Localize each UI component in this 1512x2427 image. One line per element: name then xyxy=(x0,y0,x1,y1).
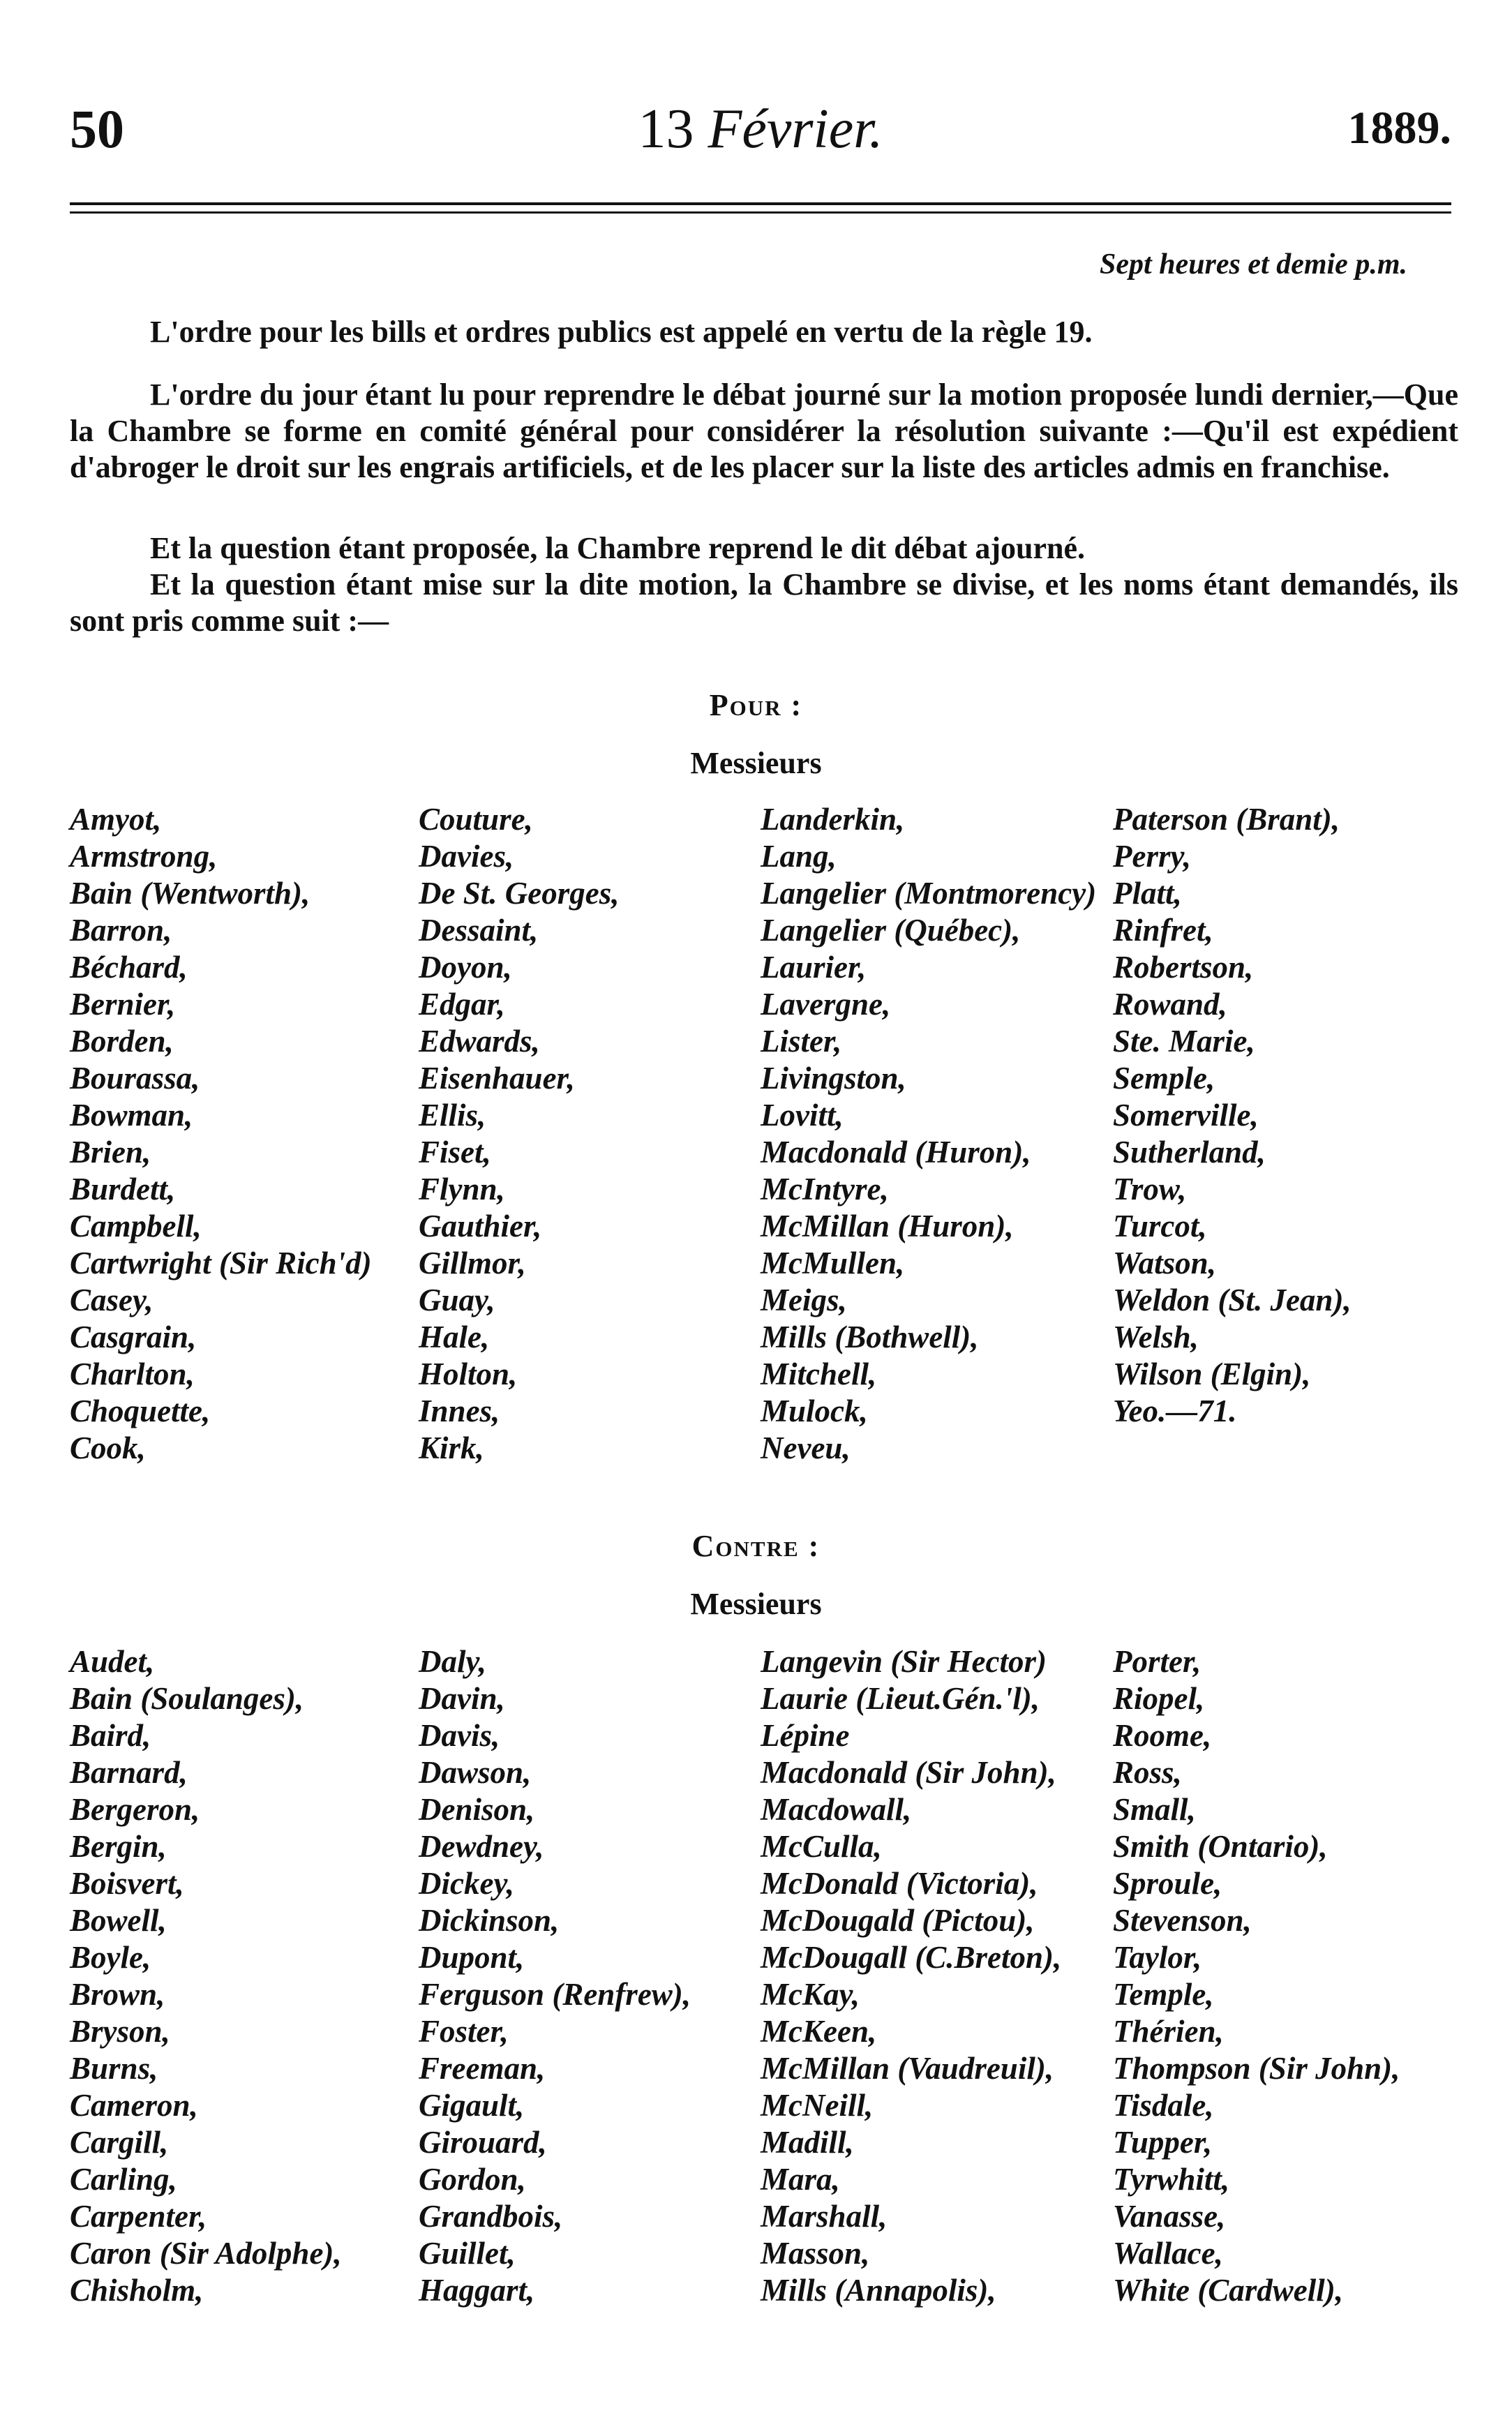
paragraph-motion: L'ordre du jour étant lu pour reprendre le débat journé sur la motion proposée lundi dernier,—Que la Chambre se forme en comité général pour considérer la résolution suivante :—Qu'il est expédient d'abroger le droit sur les engrais artificiels, et de les placer sur la liste des articles admis en franchise. xyxy=(70,378,1458,484)
member-name: Guillet, xyxy=(419,2236,516,2271)
member-name: Doyon, xyxy=(419,950,512,985)
member-name: Mara, xyxy=(761,2162,840,2197)
member-name: Dewdney, xyxy=(419,1829,544,1864)
member-name: Tisdale, xyxy=(1113,2088,1214,2123)
member-name: Mills (Bothwell), xyxy=(761,1320,979,1354)
date-month: Février. xyxy=(708,98,883,160)
member-name: Chisholm, xyxy=(70,2273,204,2308)
member-name: Platt, xyxy=(1113,876,1182,911)
member-name: Brown, xyxy=(70,1977,165,2012)
contre-column xyxy=(419,1643,761,2309)
member-name: Amyot, xyxy=(70,802,162,837)
member-name xyxy=(1113,1430,1451,1467)
member-name: Flynn, xyxy=(419,1172,505,1207)
member-name: Gauthier, xyxy=(419,1209,542,1244)
member-name: Bryson, xyxy=(70,2014,170,2049)
member-name: De St. Georges, xyxy=(419,876,620,911)
member-name: Denison, xyxy=(419,1792,535,1827)
member-name: Bowman, xyxy=(70,1098,193,1133)
member-name: Thompson (Sir John), xyxy=(1113,2051,1400,2086)
member-name: Langevin (Sir Hector) xyxy=(761,1644,1047,1679)
member-name: Cook, xyxy=(70,1431,146,1465)
member-name: Madill, xyxy=(761,2125,854,2160)
member-name: Wallace, xyxy=(1113,2236,1223,2271)
pour-heading: Pour : xyxy=(709,688,803,722)
member-name: Carpenter, xyxy=(70,2199,207,2234)
member-name: Rinfret, xyxy=(1113,913,1213,948)
member-name: Gillmor, xyxy=(419,1246,526,1280)
member-name: Armstrong, xyxy=(70,839,218,874)
member-name: Campbell, xyxy=(70,1209,202,1244)
member-name: Rowand, xyxy=(1113,987,1227,1022)
member-name: Sutherland, xyxy=(1113,1135,1266,1170)
member-name: Macdonald (Huron), xyxy=(761,1135,1031,1170)
member-name: White (Cardwell), xyxy=(1113,2273,1344,2308)
member-name: McKeen, xyxy=(761,2014,877,2049)
member-name: Bourassa, xyxy=(70,1061,200,1096)
member-name: Cameron, xyxy=(70,2088,198,2123)
member-name: Ross, xyxy=(1113,1755,1182,1790)
member-name: Stevenson, xyxy=(1113,1903,1252,1938)
member-name: McDougald (Pictou), xyxy=(761,1903,1035,1938)
member-name: Small, xyxy=(1113,1792,1196,1827)
member-name: Bain (Wentworth), xyxy=(70,876,310,911)
member-name: Gordon, xyxy=(419,2162,526,2197)
member-name: Robertson, xyxy=(1113,950,1254,985)
member-name: Bergin, xyxy=(70,1829,167,1864)
member-name: Macdonald (Sir John), xyxy=(761,1755,1056,1790)
member-name: Perry, xyxy=(1113,839,1192,874)
member-name: Langelier (Montmorency) xyxy=(761,876,1097,911)
member-name: Bain (Soulanges), xyxy=(70,1681,304,1716)
member-name: Caron (Sir Adolphe), xyxy=(70,2236,342,2271)
member-name: Somerville, xyxy=(1113,1098,1259,1133)
pour-column xyxy=(1113,801,1451,1467)
member-name: McMullen, xyxy=(761,1246,905,1280)
member-name: Tyrwhitt, xyxy=(1113,2162,1230,2197)
header-rule-secondary xyxy=(70,211,1451,214)
member-name: Innes, xyxy=(419,1394,500,1428)
member-name: Kirk, xyxy=(419,1431,484,1465)
member-name: Carling, xyxy=(70,2162,177,2197)
member-name: Edgar, xyxy=(419,987,505,1022)
member-name: Lavergne, xyxy=(761,987,891,1022)
pour-column xyxy=(419,801,761,1467)
pour-name-list xyxy=(70,801,1451,1467)
pour-subheading: Messieurs xyxy=(690,746,822,780)
page-year: 1889. xyxy=(1347,103,1451,154)
member-name: Roome, xyxy=(1113,1718,1212,1753)
member-name: Langelier (Québec), xyxy=(761,913,1021,948)
member-name: Taylor, xyxy=(1113,1940,1202,1975)
member-name: Eisenhauer, xyxy=(419,1061,575,1096)
member-name: Dupont, xyxy=(419,1940,525,1975)
pour-column xyxy=(761,801,1113,1467)
member-name: McCulla, xyxy=(761,1829,882,1864)
pour-column xyxy=(70,801,419,1467)
member-name: McDonald (Victoria), xyxy=(761,1866,1038,1901)
member-name: Welsh, xyxy=(1113,1320,1199,1354)
member-name: Ste. Marie, xyxy=(1113,1024,1255,1059)
member-name: Porter, xyxy=(1113,1644,1202,1679)
member-name: Mitchell, xyxy=(761,1357,877,1391)
member-name: Bernier, xyxy=(70,987,176,1022)
member-name: Tupper, xyxy=(1113,2125,1213,2160)
member-name: Mills (Annapolis), xyxy=(761,2273,996,2308)
member-name: Girouard, xyxy=(419,2125,547,2160)
member-name: Grandbois, xyxy=(419,2199,563,2234)
member-name: Ellis, xyxy=(419,1098,486,1133)
member-name: Foster, xyxy=(419,2014,509,2049)
member-name: Gigault, xyxy=(419,2088,525,2123)
member-name: Dickinson, xyxy=(419,1903,560,1938)
member-name: Temple, xyxy=(1113,1977,1214,2012)
member-name: Brien, xyxy=(70,1135,151,1170)
member-name: Charlton, xyxy=(70,1357,195,1391)
member-name: Riopel, xyxy=(1113,1681,1205,1716)
page-header xyxy=(70,98,1451,174)
member-name: Haggart, xyxy=(419,2273,535,2308)
member-name: Lovitt, xyxy=(761,1098,844,1133)
member-name: Lépine xyxy=(761,1718,850,1753)
date-day: 13 xyxy=(638,98,694,160)
member-name: Borden, xyxy=(70,1024,174,1059)
member-name: Turcot, xyxy=(1113,1209,1207,1244)
member-name: Béchard, xyxy=(70,950,188,985)
member-name: Smith (Ontario), xyxy=(1113,1829,1328,1864)
member-name: Laurie (Lieut.Gén.'l), xyxy=(761,1681,1040,1716)
contre-column xyxy=(761,1643,1113,2309)
time-stamp: Sept heures et demie p.m. xyxy=(1100,248,1407,281)
member-name: Ferguson (Renfrew), xyxy=(419,1977,691,2012)
member-name: Laurier, xyxy=(761,950,867,985)
member-name: Semple, xyxy=(1113,1061,1215,1096)
member-name: Baird, xyxy=(70,1718,151,1753)
member-name: Holton, xyxy=(419,1357,518,1391)
member-name: Daly, xyxy=(419,1644,487,1679)
member-name: Hale, xyxy=(419,1320,490,1354)
member-name: Mulock, xyxy=(761,1394,868,1428)
member-name: Yeo.—71. xyxy=(1113,1394,1237,1428)
member-name: Casey, xyxy=(70,1283,154,1317)
header-rule xyxy=(70,202,1451,205)
member-name: Marshall, xyxy=(761,2199,888,2234)
member-name: Lang, xyxy=(761,839,837,874)
member-name: Barron, xyxy=(70,913,172,948)
member-name: Barnard, xyxy=(70,1755,188,1790)
member-name: McMillan (Huron), xyxy=(761,1209,1014,1244)
member-name: McNeill, xyxy=(761,2088,874,2123)
member-name: Dawson, xyxy=(419,1755,532,1790)
member-name: Edwards, xyxy=(419,1024,540,1059)
paragraph-question-proposed: Et la question étant proposée, la Chambre reprend le dit débat ajourné. xyxy=(150,531,1086,565)
member-name: Paterson (Brant), xyxy=(1113,802,1340,837)
member-name: Guay, xyxy=(419,1283,495,1317)
member-name: Neveu, xyxy=(761,1431,851,1465)
member-name: Davis, xyxy=(419,1718,500,1753)
contre-heading: Contre : xyxy=(691,1529,821,1563)
member-name: Davies, xyxy=(419,839,514,874)
member-name: Lister, xyxy=(761,1024,842,1059)
member-name: McKay, xyxy=(761,1977,860,2012)
member-name: Burdett, xyxy=(70,1172,176,1207)
member-name: Vanasse, xyxy=(1113,2199,1226,2234)
member-name: Landerkin, xyxy=(761,802,905,837)
member-name: Sproule, xyxy=(1113,1866,1222,1901)
member-name: Davin, xyxy=(419,1681,505,1716)
member-name: McIntyre, xyxy=(761,1172,889,1207)
contre-name-list xyxy=(70,1643,1451,2309)
member-name: McDougall (C.Breton), xyxy=(761,1940,1062,1975)
member-name: Weldon (St. Jean), xyxy=(1113,1283,1352,1317)
member-name: Bergeron, xyxy=(70,1792,200,1827)
contre-subheading: Messieurs xyxy=(690,1587,822,1621)
member-name: Couture, xyxy=(419,802,533,837)
member-name: Thérien, xyxy=(1113,2014,1224,2049)
member-name: Livingston, xyxy=(761,1061,906,1096)
contre-column xyxy=(1113,1643,1451,2309)
member-name: Dickey, xyxy=(419,1866,514,1901)
member-name: Freeman, xyxy=(419,2051,546,2086)
member-name: Cartwright (Sir Rich'd) xyxy=(70,1246,372,1280)
member-name: Choquette, xyxy=(70,1394,211,1428)
member-name: Trow, xyxy=(1113,1172,1187,1207)
member-name: Masson, xyxy=(761,2236,870,2271)
member-name: Watson, xyxy=(1113,1246,1216,1280)
page-number: 50 xyxy=(70,98,124,159)
page-date xyxy=(70,98,1451,161)
member-name: Boyle, xyxy=(70,1940,151,1975)
member-name: Bowell, xyxy=(70,1903,167,1938)
contre-column xyxy=(70,1643,419,2309)
member-name: Audet, xyxy=(70,1644,155,1679)
member-name: Meigs, xyxy=(761,1283,847,1317)
member-name: McMillan (Vaudreuil), xyxy=(761,2051,1054,2086)
paragraph-division: Et la question étant mise sur la dite motion, la Chambre se divise, et les noms étant demandés, ils sont pris comme suit :— xyxy=(70,567,1458,638)
member-name: Dessaint, xyxy=(419,913,539,948)
member-name: Burns, xyxy=(70,2051,158,2086)
member-name: Casgrain, xyxy=(70,1320,197,1354)
paragraph-order: L'ordre pour les bills et ordres publics est appelé en vertu de la règle 19. xyxy=(150,315,1093,349)
member-name: Macdowall, xyxy=(761,1792,912,1827)
member-name: Fiset, xyxy=(419,1135,491,1170)
member-name: Wilson (Elgin), xyxy=(1113,1357,1311,1391)
member-name: Cargill, xyxy=(70,2125,169,2160)
member-name: Boisvert, xyxy=(70,1866,184,1901)
